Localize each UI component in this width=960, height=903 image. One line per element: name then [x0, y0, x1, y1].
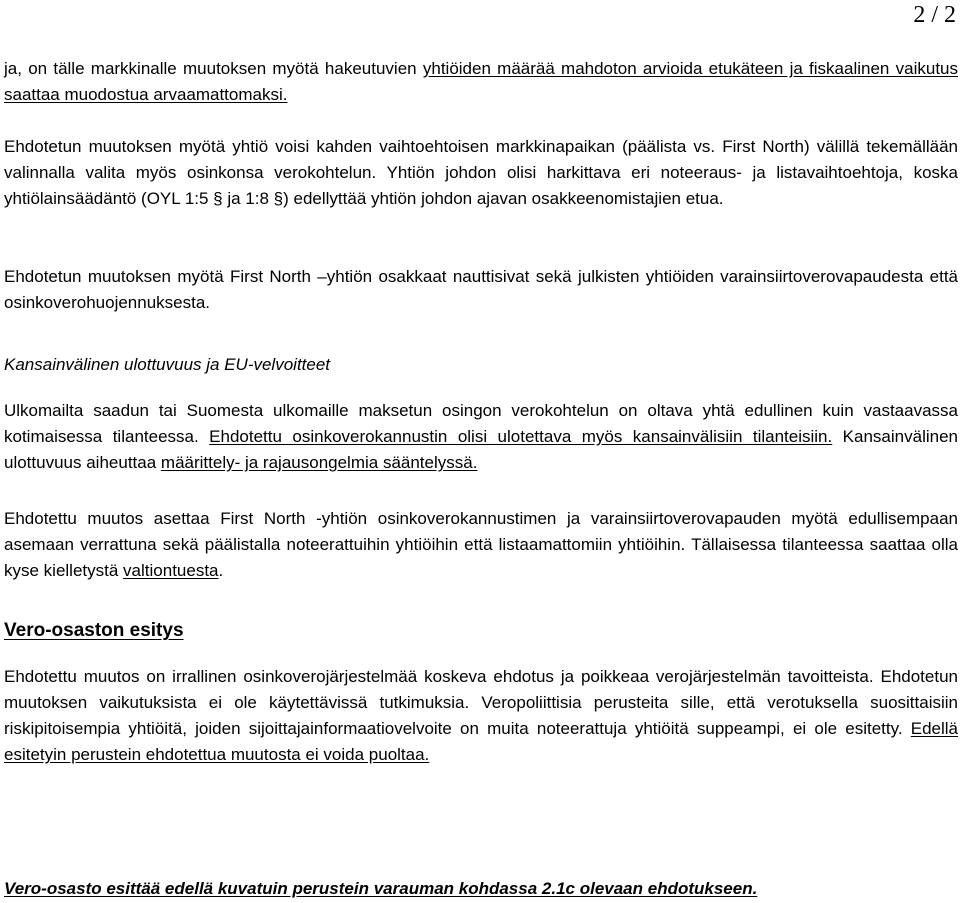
paragraph-text: Ehdotettu muutos on irrallinen osinkoverojärjestelmää koskeva ehdotus ja poikkeaa verojärjestelmän tavoitteista. Ehdotetun muutoksen vaikutuksista ei ole käytettävissä tutkimuksia. Veropoliittisia perusteita sille, että verotuksella suosittaisiin riskipitoisempia yhtiöitä, joiden sijoittajainformaatiovelvoite on muita noteerattuja yhtiöitä suppeampi, ei ole esitetty. [4, 667, 958, 738]
final-statement: Vero-osasto esittää edellä kuvatuin perustein varauman kohdassa 2.1c olevaan ehdotukseen. [4, 879, 758, 898]
underlined-text: määrittely- ja rajausongelmia sääntelyssä. [160, 453, 478, 472]
underlined-text: Ehdotettu osinkoverokannustin olisi ulotettava myös kansainvälisiin tilanteisiin. [209, 427, 833, 446]
underlined-text: yhtiöiden määrää mahdoton arvioida etukäteen ja fiskaalinen vaikutus saattaa muodostua arvaamattomaksi. [4, 59, 958, 104]
page-number: 2 / 2 [913, 2, 956, 28]
paragraph-text: Ehdotetun muutoksen myötä yhtiö voisi kahden vaihtoehtoisen markkinapaikan (päälista vs. First North) välillä tekemällään valinnalla valita myös osinkonsa verokohtelun. Yhtiön johdon olisi harkittava eri noteeraus- ja listavaihtoehtoja, koska yhtiölainsäädäntö (OYL 1:5 § ja 1:8 §) edellyttää yhtiön johdon ajavan osakkeenomistajien etua. [4, 137, 958, 208]
paragraph-state-aid [4, 506, 958, 584]
paragraph-international [4, 398, 958, 476]
heading-container [4, 618, 958, 644]
underlined-text: valtiontuesta [123, 561, 219, 580]
paragraph-text: Ehdotettu muutos asettaa First North -yhtiön osinkoverokannustimen ja varainsiirtoverovapauden myötä edullisempaan asemaan verrattuna sekä päälistalla noteerattuihin yhtiöihin että listaamattomiin yhtiöihin. Tällaisessa tilanteessa saattaa olla kyse kielletystä [4, 509, 958, 580]
paragraph-text: Kansainvälinen ulottuvuus aiheuttaa [4, 427, 958, 472]
paragraph-proposal [4, 664, 958, 768]
subheading-international: Kansainvälinen ulottuvuus ja EU-velvoitteet [4, 355, 331, 374]
paragraph-text: Ulkomailta saadun tai Suomesta ulkomaille maksetun osingon verokohtelun on oltava yhtä edullinen kuin vastaavassa kotimaisessa tilanteessa. [4, 401, 958, 446]
final-statement-container [4, 876, 958, 902]
paragraph-text: Ehdotetun muutoksen myötä First North –yhtiön osakkaat nauttisivat sekä julkisten yhtiöiden varainsiirtoverovapaudesta että osinkoverohuojennuksesta. [4, 267, 958, 312]
paragraph-fiscal-impact [4, 56, 958, 108]
paragraph-text: . [218, 561, 224, 580]
paragraph-listing-choice [4, 134, 958, 212]
underlined-text: Edellä esitetyin perustein ehdotettua muutosta ei voida puoltaa. [4, 719, 958, 764]
paragraph-first-north-benefits [4, 264, 958, 316]
paragraph-text: ja, on tälle markkinalle muutoksen myötä hakeutuvien [4, 59, 423, 78]
section-heading: Vero-osaston esitys [4, 620, 184, 641]
